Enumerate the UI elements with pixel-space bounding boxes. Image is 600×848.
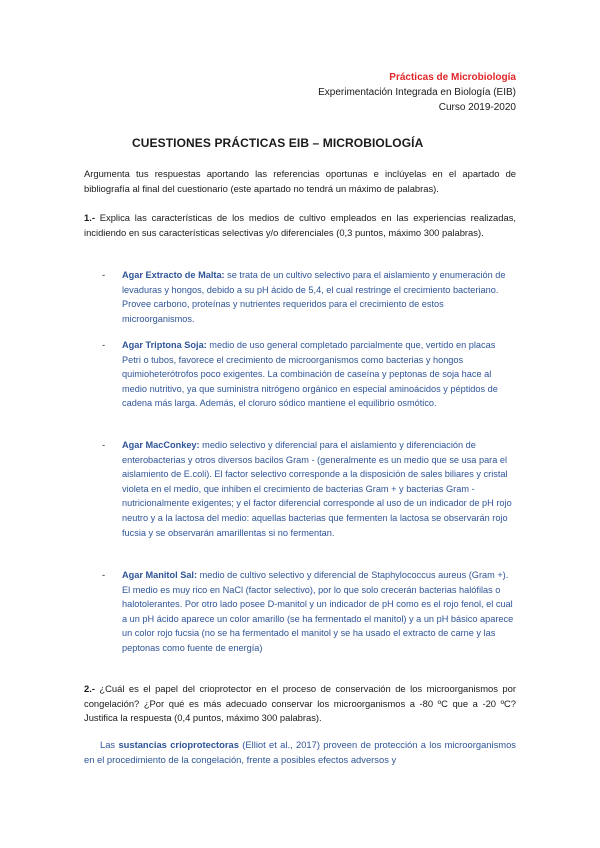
question-1-number: 1.- [84,212,95,223]
header-year: Curso 2019-2020 [438,102,516,113]
medium-description: medio de uso general completado parcialmente que, vertido en placas Petri o tubos, favorece el crecimiento de microorganismos como bacterias y hongos quimioheterótrofos poco exigentes. La combinación de caseína y peptonas de soja hace al medio nutritivo, ya que suministra nitrógeno orgánico en especial aminoácidos y péptidos de cadena más larga. Además, el cloruro sódico mantiene el equilibrio osmótico. [122,340,498,409]
header-course-name: Prácticas de Microbiología [389,72,516,83]
question-2-text: ¿Cuál es el papel del crioprotector en el proceso de conservación de los microorganismos por congelación? ¿Por qué es más adecuado conservar los microorganismos a -80 ºC que a -20 ºC? Justifica la respuesta (0,4 puntos, máximo 300 palabras). [84,683,516,724]
medium-name: Agar MacConkey: [122,440,200,450]
document-header [318,70,516,115]
question-1 [84,211,516,240]
page-title: CUESTIONES PRÁCTICAS EIB – MICROBIOLOGÍA [132,136,424,150]
list-item-body [122,268,516,326]
list-dash: - [102,339,106,350]
list-dash: - [102,569,106,580]
medium-description: se trata de un cultivo selectivo para el aislamiento y enumeración de levaduras y hongos, debido a su pH ácido de 5,4, el cual restringe el crecimiento bacteriano. Provee carbono, proteínas y nutrientes requeridos para el crecimiento de estos microorganismos. [122,270,506,324]
list-item-body [122,568,516,656]
question-2-number: 2.- [84,683,95,694]
answer-2-term: sustancias crioprotectoras [118,739,239,750]
list-dash: - [102,269,106,280]
answer-2 [84,738,516,767]
medium-description: medio de cultivo selectivo y diferencial de Staphylococcus aureus (Gram +). El medio es muy rico en NaCl (factor selectivo), por lo que solo crecerán bacterias halófilas o halotolerantes. Por otro lado posee D-manitol y un indicador de pH como es el rojo fenol, el cual a un pH ácido aparece un color amarillo (se ha fermentado el manitol) y a un pH básico aparece un color rojo fucsia (no se ha fermentado el manitol y se ha usado el extracto de carne y las peptonas como fuente de energía) [122,570,514,653]
question-2 [84,682,516,726]
answer-2-text: (Elliot et al., 2017) proveen de protección a los microorganismos en el procedimiento de la congelación, frente a posibles efectos adversos y [84,739,516,765]
list-dash: - [102,439,106,450]
medium-name: Agar Manitol Sal: [122,570,198,580]
header-subject: Experimentación Integrada en Biología (EIB) [318,87,516,98]
question-1-text: Explica las características de los medios de cultivo empleados en las experiencias realizadas, incidiendo en sus características selectivas y/o diferenciales (0,3 puntos, máximo 300 palabras). [84,212,516,238]
medium-name: Agar Extracto de Malta: [122,270,225,280]
medium-description: medio selectivo y diferencial para el aislamiento y diferenciación de enterobacterias y otros diversos bacilos Gram - (generalmente es un medio que se usa para el aislamiento de E.coli). El factor selectivo corresponde a la disposición de sales biliares y cristal violeta en el medio, que inhiben el crecimiento de bacterias Gram + y bacterias Gram - nutricionalmente exigentes; y el factor diferencial corresponde al uso de un indicador de pH rojo neutro y a la lactosa del medio: aquellas bacterias que fermenten la lactosa se observarán rojo fucsia y se observarán amarillentas si no fermentan. [122,440,512,538]
list-item-body [122,338,516,411]
intro-paragraph: Argumenta tus respuestas aportando las referencias oportunas e inclúyelas en el apartado de bibliografía al final del cuestionario (este apartado no tendrá un máximo de palabras). [84,168,516,194]
medium-name: Agar Triptona Soja: [122,340,207,350]
answer-2-lead: Las [100,739,119,750]
list-item-body [122,438,516,540]
